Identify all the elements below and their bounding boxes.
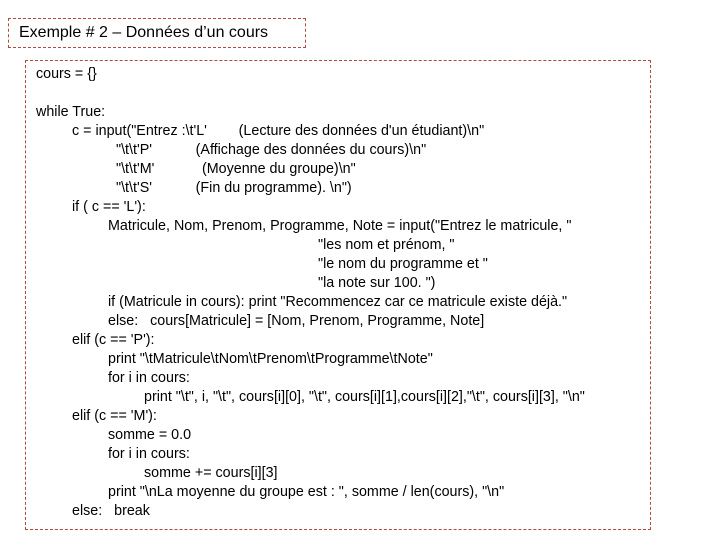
code-line: "\t\t'M' (Moyenne du groupe)\n" [116,161,356,177]
code-line: for i in cours: [108,370,190,386]
code-line: somme += cours[i][3] [144,465,278,481]
code-line: print "\nLa moyenne du groupe est : ", somme / len(cours), "\n" [108,484,505,500]
code-line: else: break [72,503,150,519]
code-line: print "\t", i, "\t", cours[i][0], "\t", cours[i][1],cours[i][2],"\t", cours[i][3], "\n" [144,389,585,405]
code-line: if ( c == 'L'): [72,199,146,215]
code-line: cours = {} [36,66,97,82]
code-line: elif (c == 'P'): [72,332,155,348]
code-line: "\t\t'P' (Affichage des données du cours)\n" [116,142,427,158]
code-line: print "\tMatricule\tNom\tPrenom\tProgramme\tNote" [108,351,433,367]
code-line: "\t\t'S' (Fin du programme). \n") [116,180,352,196]
code-block [25,60,651,530]
code-line: Matricule, Nom, Prenom, Programme, Note = input("Entrez le matricule, " [108,218,572,234]
code-line: if (Matricule in cours): print "Recommencez car ce matricule existe déjà." [108,294,568,310]
code-line: while True: [36,104,106,120]
page-title: Exemple # 2 – Données d’un cours [19,24,269,41]
code-line: "le nom du programme et " [318,256,488,272]
code-line: "les nom et prénom, " [318,237,455,253]
title-box [8,18,306,48]
code-line: for i in cours: [108,446,190,462]
code-line: c = input("Entrez :\t'L' (Lecture des données d'un étudiant)\n" [72,123,485,139]
code-line: "la note sur 100. ") [318,275,436,291]
code-line: else: cours[Matricule] = [Nom, Prenom, Programme, Note] [108,313,485,329]
code-line: somme = 0.0 [108,427,192,443]
code-line: elif (c == 'M'): [72,408,157,424]
